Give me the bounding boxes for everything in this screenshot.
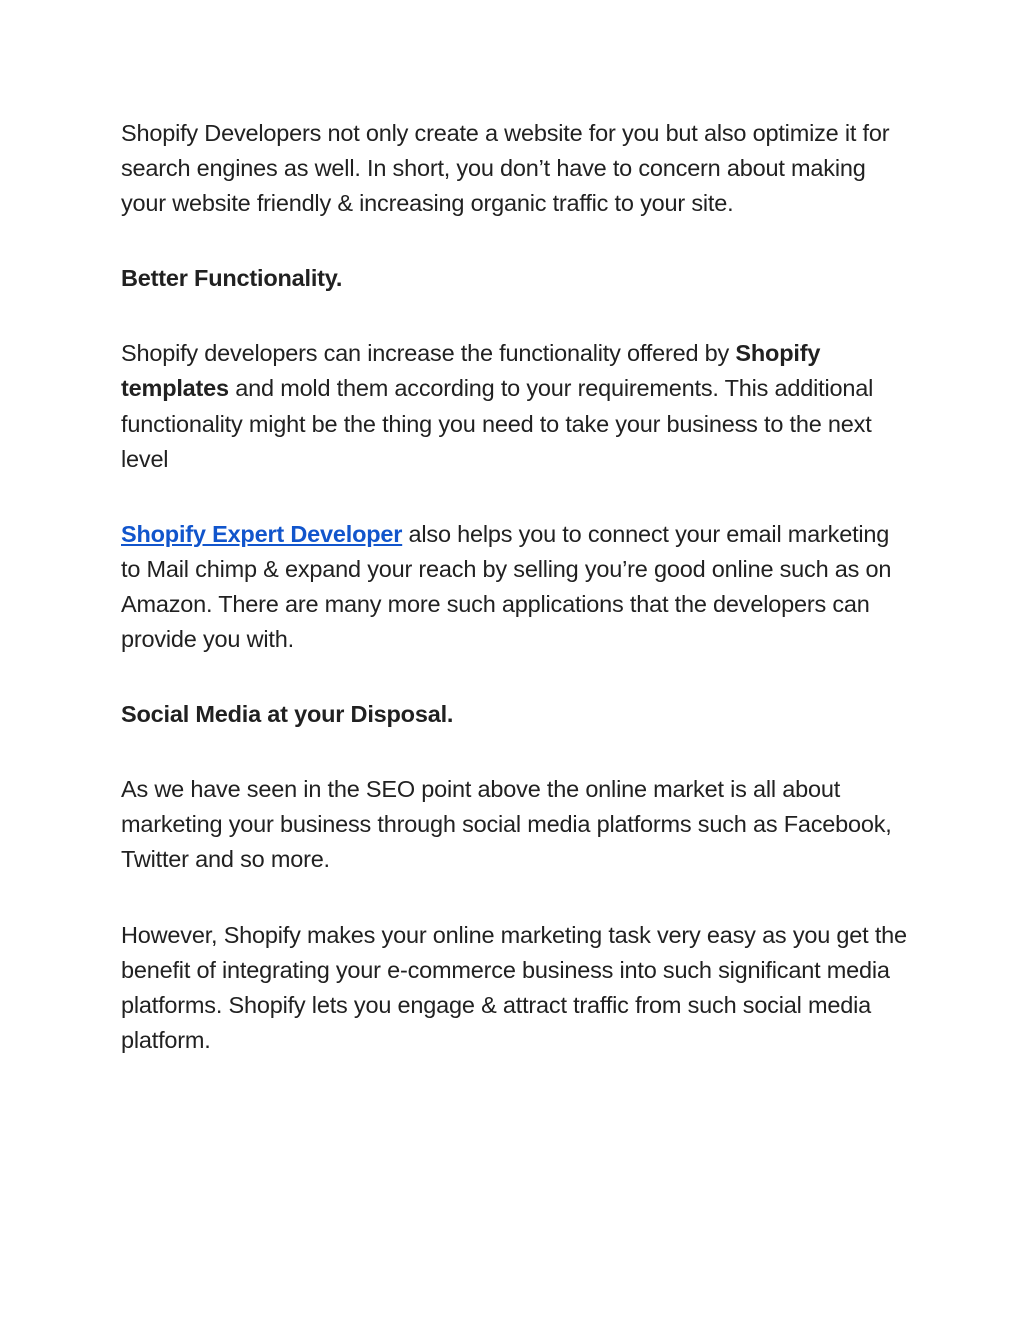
spacer [121, 732, 911, 772]
heading-social-media: Social Media at your Disposal. [121, 701, 454, 728]
paragraph-functionality-rest: and mold them according to your requirements. This additional functionality might be the thing you need to take your business to the next level [121, 375, 874, 472]
paragraph-functionality-lead: Shopify developers can increase the functionality offered by [121, 340, 736, 367]
spacer [121, 477, 911, 517]
paragraph-seo: Shopify Developers not only create a website for you but also optimize it for search engines as well. In short, you don’t have to concern about making your website friendly & increasing organic traffic to your site. [121, 120, 890, 217]
spacer [121, 296, 911, 336]
spacer [121, 657, 911, 697]
paragraph-functionality [121, 336, 911, 476]
spacer [121, 878, 911, 918]
paragraph-expert-developer [121, 517, 911, 657]
heading-better-functionality: Better Functionality. [121, 265, 343, 292]
shopify-expert-developer-link[interactable]: Shopify Expert Developer [121, 520, 403, 547]
shopify-templates-bold: Shopify templates [121, 340, 821, 402]
document-body [121, 116, 911, 1058]
paragraph-shopify-marketing: However, Shopify makes your online marketing task very easy as you get the benefit of integrating your e-commerce business into such significant media platforms. Shopify lets you engage & attract traffic from such social media platform. [121, 921, 907, 1053]
paragraph-seo-social: As we have seen in the SEO point above the online market is all about marketing your business through social media platforms such as Facebook, Twitter and so more. [121, 776, 892, 873]
paragraph-expert-developer-rest: also helps you to connect your email marketing to Mail chimp & expand your reach by selling you’re good online such as on Amazon. There are many more such applications that the developers can provide you with. [121, 520, 892, 653]
spacer [121, 221, 911, 261]
